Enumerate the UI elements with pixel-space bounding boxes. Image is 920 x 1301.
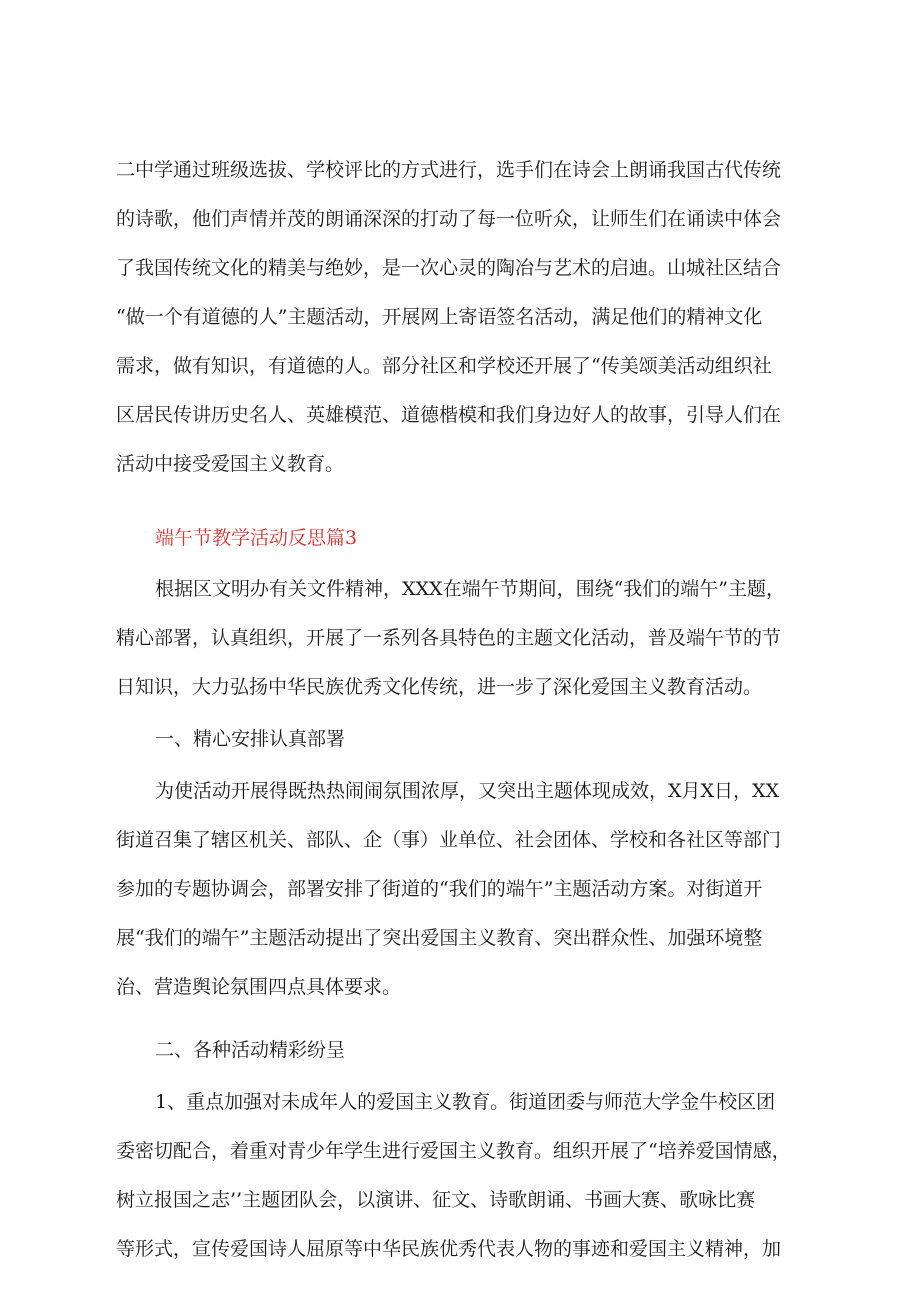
arrange-line-4: 展“我们的端午”主题活动提出了突出爱国主义教育、突出群众性、加强环境整	[116, 927, 763, 949]
intro-line-5: 需求，做有知识，有道德的人。部分社区和学校还开展了“传美颂美活动组织社	[116, 355, 772, 377]
arrange-line-1: 为使活动开展得既热热闹闹氛围浓厚，又突出主题体现成效，X月X日，XX	[155, 780, 780, 802]
intro-line-7: 活动中接受爱国主义教育。	[116, 453, 345, 475]
summary-line-2: 精心部署，认真组织，开展了一系列各具特色的主题文化活动，普及端午节的节	[116, 627, 782, 649]
intro-line-6: 区居民传讲历史名人、英雄模范、道德楷模和我们身边好人的故事，引导人们在	[116, 404, 782, 426]
intro-line-2: 的诗歌，他们声情并茂的朗诵深深的打动了每一位听众，让师生们在诵读中体会	[116, 208, 782, 230]
subheading-activities: 二、各种活动精彩纷呈	[155, 1039, 346, 1061]
arrange-line-3: 参加的专题协调会，部署安排了街道的“我们的端午”主题活动方案。对街道开	[116, 878, 763, 900]
summary-line-1: 根据区文明办有关文件精神，XXX在端午节期间，围绕“我们的端午”主题，	[155, 578, 786, 600]
activities-line-1: 1、重点加强对未成年人的爱国主义教育。街道团委与师范大学金牛校区团	[155, 1091, 776, 1113]
intro-line-4: “做一个有道德的人”主题活动，开展网上寄语签名活动，满足他们的精神文化	[116, 306, 763, 328]
section-title: 端午节教学活动反思篇3	[155, 527, 358, 549]
subheading-arrange: 一、精心安排认真部署	[155, 728, 346, 750]
activities-line-3: 树立报国之志’’主题团队会，以演讲、征文、诗歌朗诵、书画大赛、歌咏比赛	[116, 1189, 756, 1211]
arrange-line-5: 治、营造舆论氛围四点具体要求。	[116, 976, 402, 998]
intro-line-1: 二中学通过班级选拔、学校评比的方式进行，选手们在诗会上朗诵我国古代传统	[116, 159, 782, 181]
arrange-line-2: 街道召集了辖区机关、部队、企（事）业单位、社会团体、学校和各社区等部门	[116, 829, 782, 851]
activities-line-2: 委密切配合，着重对青少年学生进行爱国主义教育。组织开展了“培养爱国情感，	[116, 1140, 791, 1162]
summary-line-3: 日知识，大力弘扬中华民族优秀文化传统，进一步了深化爱国主义教育活动。	[116, 676, 763, 698]
activities-line-4: 等形式，宣传爱国诗人屈原等中华民族优秀代表人物的事迹和爱国主义精神，加	[116, 1238, 782, 1260]
intro-line-3: 了我国传统文化的精美与绝妙，是一次心灵的陶冶与艺术的启迪。山城社区结合	[116, 257, 782, 279]
